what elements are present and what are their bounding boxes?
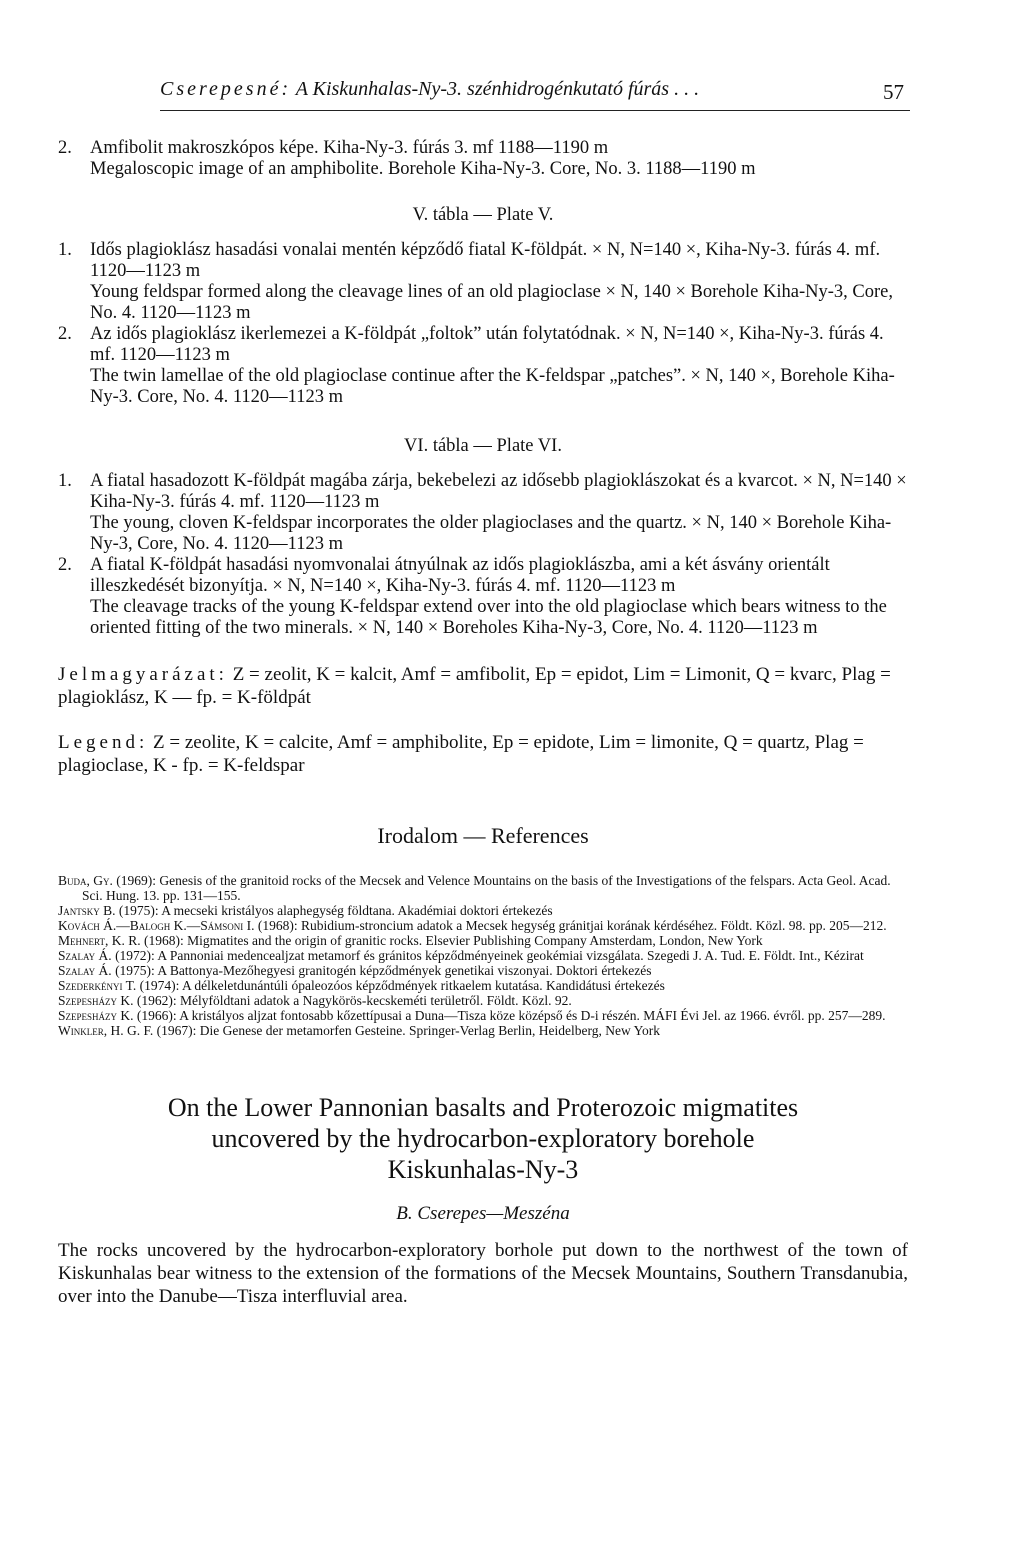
reference-item xyxy=(58,873,908,903)
reference-author: Mehnert, K. R. xyxy=(58,933,141,948)
reference-item xyxy=(58,903,908,918)
reference-text: (1972): A Pannoniai medencealjzat metamorf és gránitos képződményeinek geokémiai vizsgálata. Szegedi J. A. Tud. E. Földt. Int., Kézirat xyxy=(111,948,864,963)
reference-author: Winkler, H. G. F. xyxy=(58,1023,154,1038)
caption-hu: Az idős plagioklász ikerlemezei a K-földpát „foltok” után folytatódnak. × N, N=140 ×, Kiha-Ny-3. fúrás 4. mf. 1120—1123 m xyxy=(90,324,884,365)
article-title-line: uncovered by the hydrocarbon-exploratory borehole xyxy=(211,1124,755,1153)
legend-hu xyxy=(58,663,908,709)
legend-hu-label: Jelmagyarázat: xyxy=(58,664,228,685)
caption-en: Young feldspar formed along the cleavage lines of an old plagioclase × N, 140 × Borehole Kiha-Ny-3, Core, No. 4. 1120—1123 m xyxy=(90,282,893,323)
reference-author: Szepesházy K. xyxy=(58,993,134,1008)
reference-text: (1968): Rubidium-stroncium adatok a Mecsek hegység gránitjai korának kérdéséhez. Földt. Közl. 98. pp. 205—212. xyxy=(254,918,887,933)
figure-caption xyxy=(58,555,908,639)
figure-caption xyxy=(58,138,908,180)
article-abstract: The rocks uncovered by the hydrocarbon-exploratory borhole put down to the northwest of the town of Kiskunhalas bear witness to the extension of the formations of the Mecsek Mountains, Southern Transdanubia, over into the Danube—Tisza interfluvial area. xyxy=(58,1240,908,1307)
article-title-line: On the Lower Pannonian basalts and Proterozoic migmatites xyxy=(167,1093,799,1122)
running-title-text: A Kiskunhalas-Ny-3. szénhidrogénkutató fúrás . . . xyxy=(291,78,700,100)
reference-text: (1966): A kristályos aljzat fontosabb kőzettípusai a Duna—Tisza köze középső és D-i részén. MÁFI Évi Jel. az 1966. évről. pp. 257—289. xyxy=(133,1008,886,1023)
reference-item xyxy=(58,1023,908,1038)
reference-item xyxy=(58,933,908,948)
reference-item xyxy=(58,993,908,1008)
reference-item xyxy=(58,948,908,963)
figure-caption xyxy=(58,471,908,555)
reference-list xyxy=(58,873,908,1038)
article-author: B. Cserepes—Meszéna xyxy=(396,1203,570,1224)
caption-en: The twin lamellae of the old plagioclase continue after the K-feldspar „patches”. × N, 140 ×, Borehole Kiha-Ny-3. Core, No. 4. 1120—1123 m xyxy=(90,366,895,407)
reference-author: Szepesházy K. xyxy=(58,1008,134,1023)
plate-title: VI. tábla — Plate VI. xyxy=(404,436,562,456)
reference-author: Jantsky B. xyxy=(58,903,116,918)
reference-text: (1962): Mélyföldtani adatok a Nagykörös-kecskeméti területről. Földt. Közl. 92. xyxy=(133,993,572,1008)
reference-text: (1969): Genesis of the granitoid rocks of the Mecsek and Velence Mountains on the basis of the Investigations of the felspars. Acta Geol. Acad. Sci. Hung. 13. pp. 131—155. xyxy=(82,873,891,903)
article-title xyxy=(58,1092,908,1185)
caption-number: 1. xyxy=(58,240,72,260)
legend-en-label: Legend: xyxy=(58,732,149,753)
caption-hu: A fiatal hasadozott K-földpát magába zárja, bekebelezi az idősebb plagioklászokat és a kvarcot. × N, N=140 × Kiha-Ny-3. fúrás 4. mf. 1120—1123 m xyxy=(90,471,907,512)
running-title xyxy=(160,78,699,101)
reference-item xyxy=(58,1008,908,1023)
reference-text: (1975): A mecseki kristályos alaphegység földtana. Akadémiai doktori értekezés xyxy=(115,903,553,918)
caption-en: The young, cloven K-feldspar incorporates the older plagioclases and the quartz. × N, 140 × Borehole Kiha-Ny-3, Core, No. 4. 1120—1123 m xyxy=(90,513,892,554)
caption-hu: A fiatal K-földpát hasadási nyomvonalai átnyúlnak az idős plagioklászba, ami a két ásvány orientált illeszkedését bizonyítja. × N, N=140 ×, Kiha-Ny-3. fúrás 4. mf. 1120—1123 m xyxy=(90,555,830,596)
article-title-line: Kiskunhalas-Ny-3 xyxy=(387,1155,579,1184)
reference-text: (1975): A Battonya-Mezőhegyesi granitogén képződmények genetikai viszonyai. Doktori értekezés xyxy=(111,963,652,978)
reference-item xyxy=(58,978,908,993)
caption-number: 2. xyxy=(58,555,72,575)
page-body xyxy=(58,138,908,1308)
reference-author: Kovách Á.—Balogh K.—Sámsoni I. xyxy=(58,918,255,933)
reference-text: (1968): Migmatites and the origin of granitic rocks. Elsevier Publishing Company Amsterdam, London, New York xyxy=(140,933,763,948)
reference-item xyxy=(58,963,908,978)
reference-author: Buda, Gy. xyxy=(58,873,113,888)
legend-en xyxy=(58,731,908,777)
caption-hu: Idős plagioklász hasadási vonalai mentén képződő fiatal K-földpát. × N, N=140 ×, Kiha-Ny-3. fúrás 4. mf. 1120—1123 m xyxy=(90,240,881,281)
figure-caption xyxy=(58,240,908,324)
caption-number: 2. xyxy=(58,324,72,344)
caption-en: The cleavage tracks of the young K-feldspar extend over into the old plagioclase which bears witness to the oriented fitting of the two minerals. × N, 140 × Boreholes Kiha-Ny-3, Core, No. 4. 1120—1123 m xyxy=(90,597,887,638)
caption-number: 2. xyxy=(58,138,72,158)
plate-title: V. tábla — Plate V. xyxy=(412,205,554,225)
reference-author: Szalay Á. xyxy=(58,963,112,978)
reference-text: (1967): Die Genese der metamorfen Gesteine. Springer-Verlag Berlin, Heidelberg, New York xyxy=(153,1023,661,1038)
legend-en-text: Z = zeolite, K = calcite, Amf = amphibolite, Ep = epidote, Lim = limonite, Q = quartz, Plag = plagioclase, K - fp. = K-feldspar xyxy=(58,732,864,776)
figure-caption xyxy=(58,324,908,408)
legend-hu-text: Z = zeolit, K = kalcit, Amf = amfibolit, Ep = epidot, Lim = Limonit, Q = kvarc, Plag = plagioklász, K — fp. = K-földpát xyxy=(58,664,891,708)
caption-number: 1. xyxy=(58,471,72,491)
reference-item xyxy=(58,918,908,933)
reference-author: Szederkényi T. xyxy=(58,978,137,993)
page-number: 57 xyxy=(883,80,904,104)
running-header xyxy=(160,78,910,111)
caption-en: Megaloscopic image of an amphibolite. Borehole Kiha-Ny-3. Core, No. 3. 1188—1190 m xyxy=(90,159,756,179)
references-heading: Irodalom — References xyxy=(377,823,589,848)
running-author: Cserepesné: xyxy=(160,78,292,100)
reference-text: (1974): A délkeletdunántúli ópaleozóos képződmények ritkaelem kutatása. Kandidátusi értekezés xyxy=(136,978,665,993)
caption-hu: Amfibolit makroszkópos képe. Kiha-Ny-3. fúrás 3. mf 1188—1190 m xyxy=(90,138,609,158)
reference-author: Szalay Á. xyxy=(58,948,112,963)
